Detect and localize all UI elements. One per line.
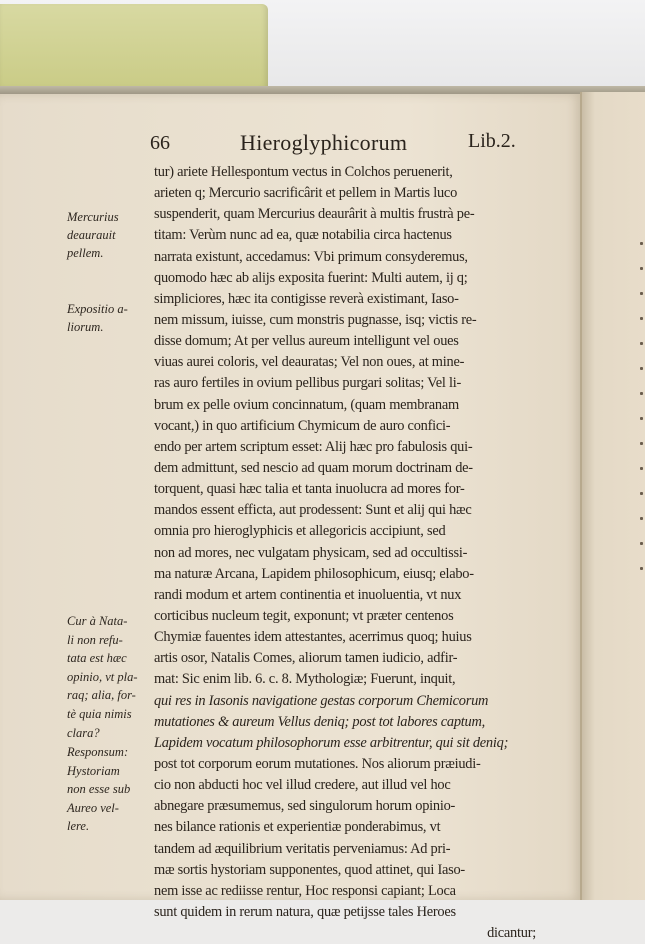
margin-line: opinio, vt pla- [67,669,138,684]
text-line: mandos essent efficta, aut prodessent: Sunt et alij qui hæc [154,502,472,519]
text-line: non ad mores, nec vulgatam physicam, sed ad occultissi- [154,544,468,561]
text-line: dem admittunt, sed nescio ad quam morum doctrinam de- [154,459,473,476]
text-line: quomodo hæc ab alijs exposita fuerint: Multi autem, ij q; [154,269,468,286]
text-line: Chymiæ fauentes idem attestantes, acerrimus quoq; huius [154,629,472,646]
text-line: simpliciores, hæc ita contigisse reverà existimant, Iaso- [154,290,459,307]
text-line: viuas aurei coloris, vel deauratas; Vel non oues, at mine- [154,354,465,371]
text-line: mæ sortis hystoriam supponentes, quod attinet, qui Iaso- [154,861,465,878]
text-line: nes bilance rationis et experientiæ ponderabimus, vt [154,819,441,836]
facing-page-edge [580,92,645,900]
running-title: Hieroglyphicorum [240,130,408,155]
margin-line: pellem. [67,246,104,261]
text-line: ma naturæ Arcana, Lapidem philosophicum, eiusq; elabo- [154,565,474,582]
text-line: vocant,) in quo artificium Chymicum de auro confici- [154,417,451,434]
text-line: tandem ad æquilibrium veritatis perveniamus: Ad pri- [154,840,451,857]
text-line: tur) ariete Hellespontum vectus in Colchos peruenerit, [154,164,453,180]
facing-page-bleed [640,242,643,622]
margin-line: deaurauit [67,228,116,243]
text-line: disse domum; At per vellus aureum intelligunt vel oues [154,333,459,350]
margin-note-responsum [67,743,149,836]
text-line: nem missum, iuisse, cum monstris pugnasse, isq; victis re- [154,311,477,328]
page-number: 66 [150,132,170,154]
margin-note-expositio [67,300,149,336]
margin-line: Responsum: [67,745,129,759]
text-line: narrata existunt, accedamus: Vbi primum consyderemus, [154,248,468,265]
margin-line: clara? [67,725,100,740]
text-line: omnia pro hieroglyphicis et allegoricis accipiunt, sed [154,523,446,540]
sponge-object [0,4,268,92]
margin-line: Expositio a- [67,302,128,316]
text-line-quote: qui res in Iasonis navigatione gestas corporum Chemicorum [154,692,489,709]
margin-line: li non refu- [67,632,123,647]
text-line: corticibus nucleum tegit, exponunt; vt præter centenos [154,607,454,624]
text-line: endo per artem scriptum esset: Alij hæc pro fabulosis qui- [154,438,473,455]
text-line: sunt quidem in rerum natura, quæ petijsse tales Heroes [154,903,456,920]
text-line: abnegare præsumemus, sed singulorum horum opinio- [154,798,456,815]
text-line: arieten q; Mercurio sacrificârit et pellem in Martis luco [154,185,458,202]
text-line: post tot corporum eorum mutationes. Nos aliorum præiudi- [154,755,481,772]
margin-line: non esse sub [67,782,131,797]
text-line: randi modum et artem continentia et inuoluentia, vt nux [154,586,462,603]
text-line: artis osor, Natalis Comes, aliorum tamen iudicio, adfir- [154,650,458,667]
text-line: cio non abducti hoc vel illud credere, aut illud vel hoc [154,777,451,794]
margin-line: Aureo vel- [67,800,119,815]
margin-line: tè quia nimis [67,706,132,721]
text-line-catchword: dicantur; [487,925,536,942]
margin-line: liorum. [67,320,104,335]
margin-line: raq; alia, for- [67,688,136,703]
text-line-quote: mutationes & aureum Vellus deniq; post tot labores captum, [154,713,485,730]
margin-line: Cur à Nata- [67,614,128,628]
text-line: ras auro fertiles in ovium pellibus purgari solitas; Vel li- [154,375,462,392]
text-line: titam: Verùm nunc ad ea, quæ notabilia circa hactenus [154,227,452,244]
text-line-quote: Lapidem vocatum philosophorum esse arbitrentur, qui sit deniq; [154,734,509,751]
margin-line: Hystoriam [67,763,120,778]
book-number: Lib.2. [468,130,516,152]
margin-note-mercurius [67,208,149,263]
text-line: mat: Sic enim lib. 6. c. 8. Mythologiæ; Fuerunt, inquit, [154,671,456,688]
body-text [154,162,536,944]
margin-line: Mercurius [67,210,119,224]
margin-line: tata est hæc [67,651,127,666]
page-header [0,130,580,160]
text-line: brum ex pelle ovium concinnatum, (quam membranam [154,396,459,413]
margin-line: lere. [67,819,90,834]
margin-note-cur-natalis [67,612,149,742]
text-line: torquent, quasi hæc talia et tanta inuolucra ad mores for- [154,481,465,498]
text-line: suspenderit, quam Mercurius deaurârit à multis frustrà pe- [154,206,475,223]
text-line: nem isse ac rediisse rentur, Hoc responsi capiant; Loca [154,882,456,899]
